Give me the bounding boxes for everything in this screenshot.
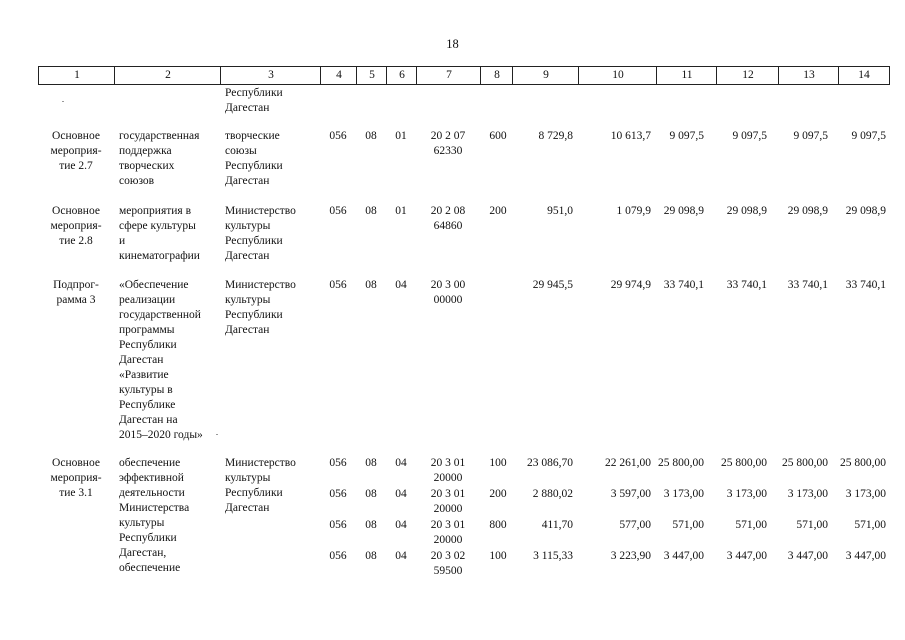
cell-amount-col-14: 33 740,1 bbox=[845, 279, 886, 291]
cell-amount-col-11: 29 098,9 bbox=[663, 205, 704, 217]
row-responsible: Министерство культуры Республики Дагестан bbox=[225, 279, 296, 336]
cell-pr: 01 bbox=[395, 130, 407, 142]
cell-vr: 200 bbox=[489, 488, 507, 500]
cell-rz: 08 bbox=[365, 519, 377, 531]
cell-vr: 100 bbox=[489, 550, 507, 562]
cell-amount-col-14: 25 800,00 bbox=[840, 457, 886, 469]
cell-amount-col-11: 25 800,00 bbox=[658, 457, 704, 469]
cell-amount-col-13: 33 740,1 bbox=[787, 279, 828, 291]
cell-amount-col-13: 3 173,00 bbox=[787, 488, 828, 500]
cell-vr: 600 bbox=[489, 130, 507, 142]
cell-grbs: 056 bbox=[329, 457, 347, 469]
cell-grbs: 056 bbox=[329, 488, 347, 500]
cell-amount-col-12: 3 173,00 bbox=[726, 488, 767, 500]
cell-amount-col-13: 25 800,00 bbox=[782, 457, 828, 469]
cell-pr: 04 bbox=[395, 550, 407, 562]
cell-rz: 08 bbox=[365, 550, 377, 562]
scan-speck bbox=[216, 434, 218, 435]
cell-amount-col-10: 22 261,00 bbox=[605, 457, 651, 469]
column-header-11: 11 bbox=[656, 67, 717, 84]
cell-amount-col-10: 10 613,7 bbox=[610, 130, 651, 142]
row-item-code: Подпрог- рамма 3 bbox=[53, 279, 99, 306]
column-header-2: 2 bbox=[114, 67, 221, 84]
row-item-name: мероприятия в сфере культуры и кинематографии bbox=[119, 205, 200, 262]
page-number: 18 bbox=[446, 37, 459, 51]
cell-amount-col-14: 3 447,00 bbox=[845, 550, 886, 562]
cell-amount-col-14: 3 173,00 bbox=[845, 488, 886, 500]
row-responsible: Республики Дагестан bbox=[225, 87, 283, 114]
column-header-9: 9 bbox=[512, 67, 579, 84]
cell-csr: 20 2 07 62330 bbox=[430, 130, 466, 157]
column-header-6: 6 bbox=[386, 67, 417, 84]
row-item-code: Основное мероприя- тие 2.8 bbox=[50, 205, 102, 247]
column-header-14: 14 bbox=[838, 67, 890, 84]
cell-csr: 20 3 00 00000 bbox=[430, 279, 466, 306]
cell-amount-col-12: 25 800,00 bbox=[721, 457, 767, 469]
cell-grbs: 056 bbox=[329, 519, 347, 531]
row-responsible: творческие союзы Республики Дагестан bbox=[225, 130, 283, 187]
row-responsible: Министерство культуры Республики Дагестан bbox=[225, 457, 296, 514]
cell-pr: 04 bbox=[395, 457, 407, 469]
cell-csr: 20 3 01 20000 bbox=[430, 519, 466, 546]
cell-amount-col-12: 3 447,00 bbox=[726, 550, 767, 562]
cell-amount-col-9: 411,70 bbox=[541, 519, 573, 531]
row-item-name: государственная поддержка творческих союзов bbox=[119, 130, 200, 187]
scan-speck bbox=[62, 101, 64, 102]
cell-amount-col-11: 33 740,1 bbox=[663, 279, 704, 291]
cell-amount-col-9: 29 945,5 bbox=[532, 279, 573, 291]
cell-amount-col-10: 577,00 bbox=[619, 519, 651, 531]
cell-amount-col-10: 3 223,90 bbox=[610, 550, 651, 562]
row-item-name: «Обеспечение реализации государственной программы Республики Дагестан «Развитие культуры в Республике Дагестан на 2015–2020 годы» bbox=[119, 279, 203, 441]
cell-amount-col-9: 3 115,33 bbox=[533, 550, 573, 562]
cell-amount-col-9: 2 880,02 bbox=[532, 488, 573, 500]
cell-amount-col-13: 3 447,00 bbox=[787, 550, 828, 562]
cell-grbs: 056 bbox=[329, 279, 347, 291]
cell-pr: 04 bbox=[395, 519, 407, 531]
cell-amount-col-11: 3 447,00 bbox=[663, 550, 704, 562]
cell-amount-col-14: 9 097,5 bbox=[851, 130, 886, 142]
cell-amount-col-12: 9 097,5 bbox=[732, 130, 767, 142]
row-responsible: Министерство культуры Республики Дагестан bbox=[225, 205, 296, 262]
cell-amount-col-10: 29 974,9 bbox=[610, 279, 651, 291]
cell-amount-col-11: 3 173,00 bbox=[663, 488, 704, 500]
cell-rz: 08 bbox=[365, 130, 377, 142]
row-item-code: Основное мероприя- тие 2.7 bbox=[50, 130, 102, 172]
cell-pr: 04 bbox=[395, 279, 407, 291]
cell-grbs: 056 bbox=[329, 130, 347, 142]
cell-vr: 100 bbox=[489, 457, 507, 469]
cell-amount-col-9: 951,0 bbox=[547, 205, 573, 217]
cell-vr: 800 bbox=[489, 519, 507, 531]
cell-csr: 20 3 01 20000 bbox=[430, 488, 466, 515]
cell-amount-col-12: 33 740,1 bbox=[726, 279, 767, 291]
cell-amount-col-13: 571,00 bbox=[796, 519, 828, 531]
cell-grbs: 056 bbox=[329, 205, 347, 217]
cell-amount-col-9: 23 086,70 bbox=[527, 457, 573, 469]
column-header-13: 13 bbox=[778, 67, 839, 84]
cell-rz: 08 bbox=[365, 488, 377, 500]
cell-pr: 04 bbox=[395, 488, 407, 500]
cell-amount-col-14: 571,00 bbox=[854, 519, 886, 531]
column-header-10: 10 bbox=[578, 67, 657, 84]
cell-vr: 200 bbox=[489, 205, 507, 217]
table-header-row bbox=[38, 66, 890, 85]
column-header-7: 7 bbox=[416, 67, 481, 84]
cell-amount-col-13: 9 097,5 bbox=[793, 130, 828, 142]
cell-amount-col-14: 29 098,9 bbox=[845, 205, 886, 217]
cell-amount-col-11: 9 097,5 bbox=[669, 130, 704, 142]
cell-pr: 01 bbox=[395, 205, 407, 217]
cell-amount-col-10: 3 597,00 bbox=[610, 488, 651, 500]
row-item-name: обеспечение эффективной деятельности Министерства культуры Республики Дагестан, обеспечение bbox=[119, 457, 190, 574]
cell-amount-col-12: 571,00 bbox=[735, 519, 767, 531]
column-header-12: 12 bbox=[716, 67, 779, 84]
cell-rz: 08 bbox=[365, 457, 377, 469]
cell-csr: 20 3 02 59500 bbox=[430, 550, 466, 577]
cell-amount-col-13: 29 098,9 bbox=[787, 205, 828, 217]
cell-amount-col-12: 29 098,9 bbox=[726, 205, 767, 217]
column-header-8: 8 bbox=[480, 67, 513, 84]
cell-amount-col-9: 8 729,8 bbox=[538, 130, 573, 142]
cell-grbs: 056 bbox=[329, 550, 347, 562]
cell-rz: 08 bbox=[365, 279, 377, 291]
cell-rz: 08 bbox=[365, 205, 377, 217]
row-item-code: Основное мероприя- тие 3.1 bbox=[50, 457, 102, 499]
cell-amount-col-11: 571,00 bbox=[672, 519, 704, 531]
cell-csr: 20 3 01 20000 bbox=[430, 457, 466, 484]
column-header-1: 1 bbox=[38, 67, 115, 84]
cell-csr: 20 2 08 64860 bbox=[430, 205, 466, 232]
column-header-5: 5 bbox=[356, 67, 387, 84]
cell-amount-col-10: 1 079,9 bbox=[616, 205, 651, 217]
column-header-3: 3 bbox=[220, 67, 321, 84]
column-header-4: 4 bbox=[320, 67, 357, 84]
